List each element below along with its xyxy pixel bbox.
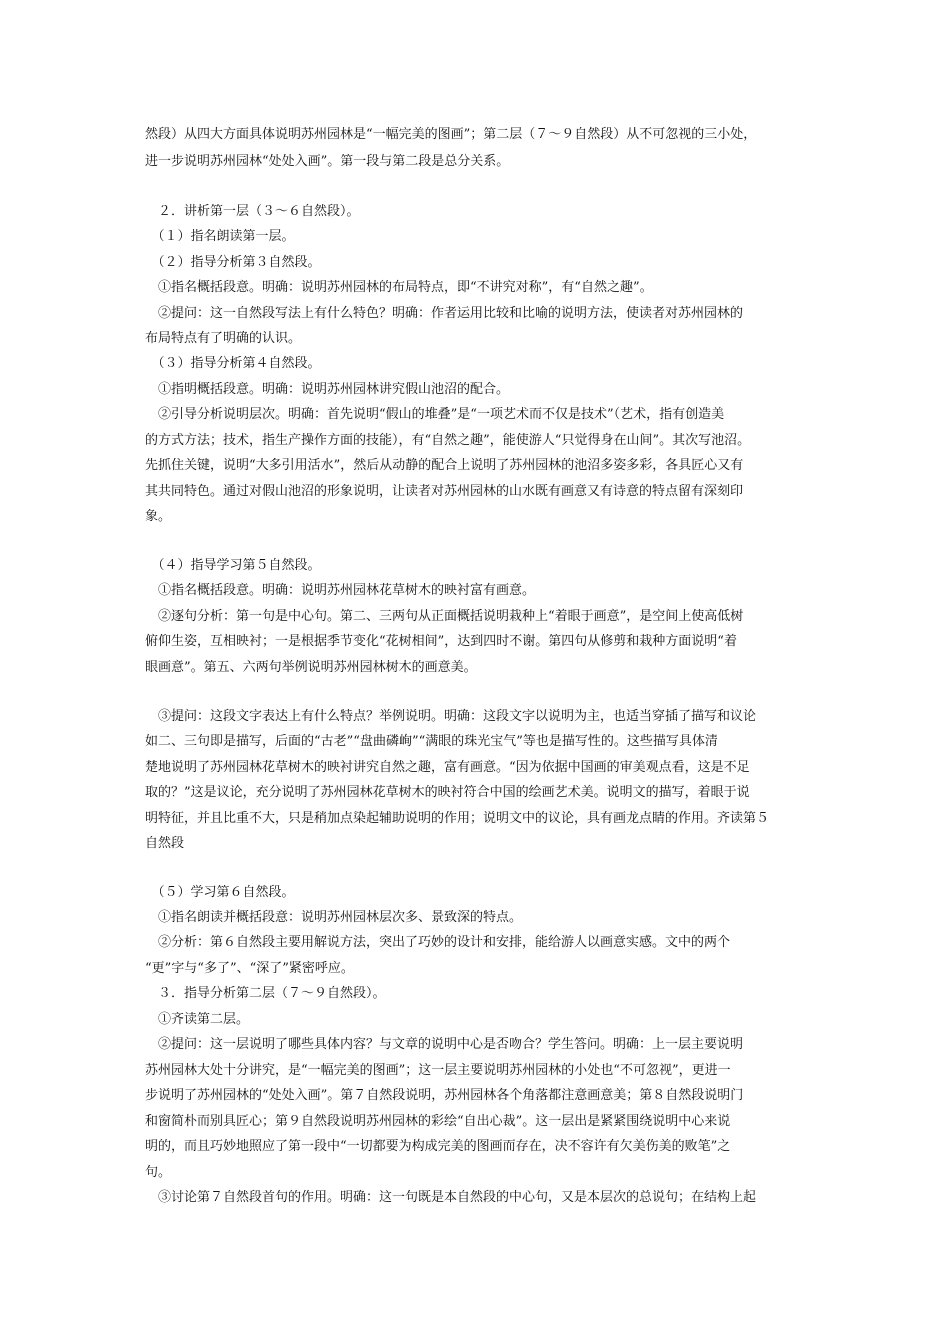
text-line: “更”字与“多了”、“深了”紧密呼应。 (145, 961, 354, 976)
text-line: ②分析：第６自然段主要用解说方法，突出了巧妙的设计和安排，能给游人以画意实感。文中的两个 (145, 935, 731, 950)
text-line: 楚地说明了苏州园林花草树木的映衬讲究自然之趣，富有画意。“因为依据中国画的审美观点看，这是不足 (145, 760, 750, 775)
text-line: ③提问：这段文字表达上有什么特点？举例说明。明确：这段文字以说明为主，也适当穿插了描写和议论 (145, 709, 757, 724)
text-line: （４）指导学习第５自然段。 (145, 558, 321, 573)
text-line: 苏州园林大处十分讲究，是“一幅完美的图画”；这一层主要说明苏州园林的小处也“不可忽视”，更进一 (145, 1063, 731, 1078)
text-line: （５）学习第６自然段。 (145, 885, 295, 900)
text-line: ①指名朗读并概括段意：说明苏州园林层次多、景致深的特点。 (145, 910, 523, 925)
text-line: 步说明了苏州园林的“处处入画”。第７自然段说明，苏州园林各个角落都注意画意美；第８自然段说明门 (145, 1088, 744, 1103)
text-line: ①指明概括段意。明确：说明苏州园林讲究假山池沼的配合。 (145, 382, 510, 397)
text-line: （３）指导分析第４自然段。 (145, 356, 321, 371)
text-line: ②提问：这一自然段写法上有什么特色？明确：作者运用比较和比喻的说明方法，使读者对苏州园林的 (145, 306, 744, 321)
text-line: ①齐读第二层。 (145, 1012, 250, 1027)
text-line: ②逐句分析：第一句是中心句。第二、三两句从正面概括说明栽种上“着眼于画意”，是空间上使高低树 (145, 609, 744, 624)
text-line: 的方式方法；技术，指生产操作方面的技能），有“自然之趣”，能使游人“只觉得身在山间”。其次写池沼。 (145, 433, 751, 448)
text-line: 明特征，并且比重不大，只是稍加点染起辅助说明的作用；说明文中的议论，具有画龙点睛的作用。齐读第５ (145, 811, 770, 826)
text-line: ①指名概括段意。明确：说明苏州园林的布局特点，即“不讲究对称”，有“自然之趣”。 (145, 280, 653, 295)
text-line: ③讨论第７自然段首句的作用。明确：这一句既是本自然段的中心句，又是本层次的总说句；在结构上起 (145, 1190, 757, 1205)
text-line: 自然段 (145, 836, 185, 851)
text-line: 眼画意”。第五、六两句举例说明苏州园林树木的画意美。 (145, 660, 477, 675)
text-line: ３．指导分析第二层（７～９自然段）。 (145, 986, 386, 1001)
text-line: 然段）从四大方面具体说明苏州园林是“一幅完美的图画”；第二层（７～９自然段）从不可忽视的三小处， (145, 127, 757, 142)
text-line: 明的，而且巧妙地照应了第一段中“一切都要为构成完美的图画而存在，决不容许有欠美伤美的败笔”之 (145, 1139, 731, 1154)
text-line: 取的？”这是议论，充分说明了苏州园林花草树木的映衬符合中国的绘画艺术美。说明文的描写，着眼于说 (145, 785, 750, 800)
text-line: （２）指导分析第３自然段。 (145, 255, 321, 270)
text-line: 如二、三句即是描写，后面的“古老”“盘曲磷峋”“满眼的珠光宝气”等也是描写性的。这些描写具体清 (145, 734, 718, 749)
text-line: 和窗简朴而别具匠心；第９自然段说明苏州园林的彩绘“自出心裁”。这一层出是紧紧围绕说明中心来说 (145, 1114, 731, 1129)
text-line: （１）指名朗读第一层。 (145, 229, 295, 244)
text-line: 句。 (145, 1165, 172, 1180)
text-line: 先抓住关键，说明“大多引用活水”，然后从动静的配合上说明了苏州园林的池沼多姿多彩，各具匠心又有 (145, 458, 744, 473)
text-line: 布局特点有了明确的认识。 (145, 331, 302, 346)
text-line: ①指名概括段意。明确：说明苏州园林花草树木的映衬富有画意。 (145, 583, 536, 598)
text-line: 象。 (145, 509, 172, 524)
text-line: ②引导分析说明层次。明确：首先说明“假山的堆叠”是“一项艺术而不仅是技术”（艺术，指有创造美 (145, 407, 725, 422)
text-line: 进一步说明苏州园林“处处入画”。第一段与第二段是总分关系。 (145, 154, 510, 169)
text-line: ２．讲析第一层（３～６自然段）。 (145, 204, 360, 219)
text-line: 俯仰生姿，互相映衬；一是根据季节变化“花树相间”，达到四时不谢。第四句从修剪和栽种方面说明“着 (145, 634, 737, 649)
text-line: 其共同特色。通过对假山池沼的形象说明，让读者对苏州园林的山水既有画意又有诗意的特点留有深刻印 (145, 484, 744, 499)
text-line: ②提问：这一层说明了哪些具体内容？与文章的说明中心是否吻合？学生答问。明确：上一层主要说明 (145, 1037, 744, 1052)
